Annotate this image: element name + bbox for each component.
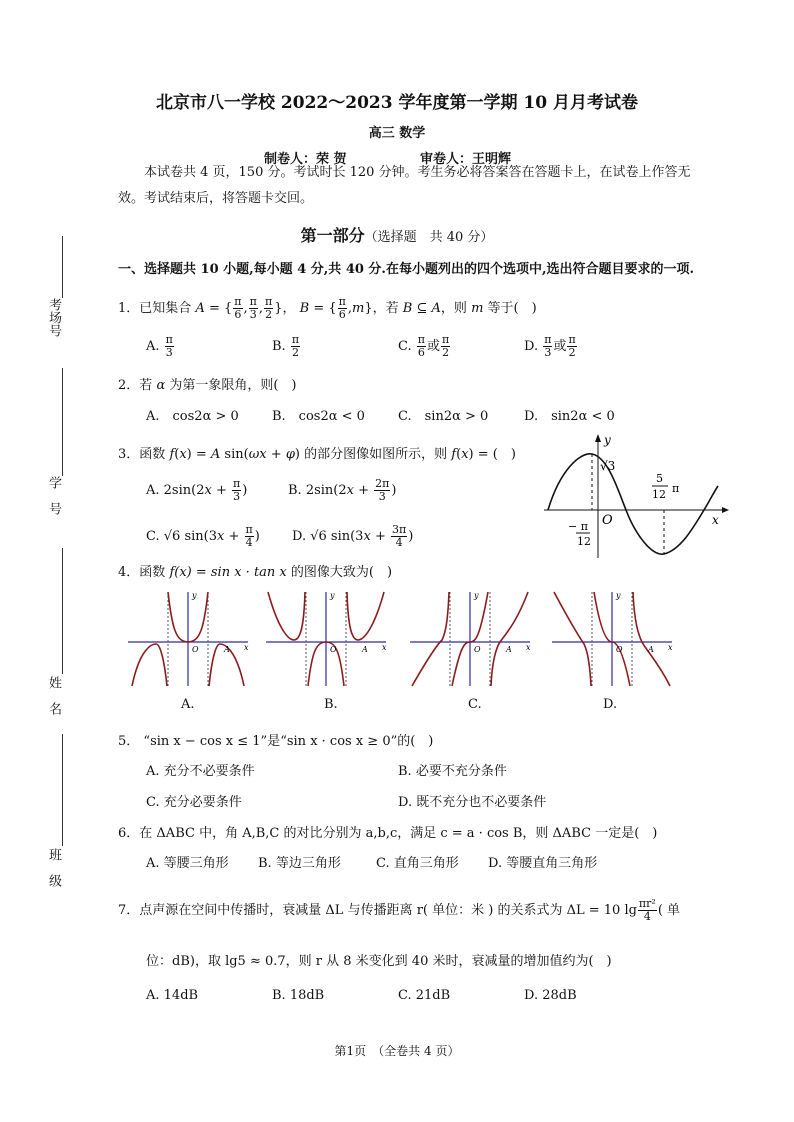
svg-text:x: x bbox=[668, 643, 673, 652]
q3-text2: 的部分图像如图所示，则 bbox=[304, 447, 448, 462]
q6-option-a[interactable]: A. 等腰三角形 bbox=[146, 856, 229, 871]
q6-number: 6． bbox=[118, 826, 140, 841]
q4-label-b: B. bbox=[324, 697, 338, 712]
q3-option-b[interactable]: B. 2sin(2x + $\frac{2\pi}{3}$ ) bbox=[288, 477, 397, 503]
q1-option-d[interactable]: D. $\frac{\pi}{3}$ 或 $\frac{\pi}{2}$ bbox=[524, 333, 576, 359]
svg-text:y: y bbox=[330, 591, 335, 600]
q1-option-c[interactable]: C. $\frac{\pi}{6}$ 或 $\frac{\pi}{2}$ bbox=[398, 333, 450, 359]
name-label: 姓 名 bbox=[46, 676, 61, 715]
q3-opt-d-label: D. bbox=[292, 529, 307, 544]
svg-text:A: A bbox=[224, 645, 230, 654]
q3-y-arrow bbox=[595, 434, 601, 442]
q4-label-c: C. bbox=[468, 697, 482, 712]
q5-option-d[interactable]: D. 既不充分也不必要条件 bbox=[398, 795, 547, 810]
margin-line-3 bbox=[62, 548, 63, 674]
svg-text:O: O bbox=[192, 645, 199, 654]
q6-option-d[interactable]: D. 等腰直角三角形 bbox=[488, 856, 598, 871]
q1-number: 1． bbox=[118, 301, 140, 316]
q1-or-c: 或 bbox=[427, 339, 441, 354]
svg-text:x: x bbox=[244, 643, 249, 652]
q4-number: 4． bbox=[118, 565, 140, 580]
q5-option-c[interactable]: C. 充分必要条件 bbox=[146, 795, 242, 810]
q1-text-d: 等于( ) bbox=[487, 301, 537, 316]
q4-label-d: D. bbox=[603, 697, 618, 712]
q7-frac-num: πr² bbox=[638, 897, 656, 910]
question-1: 1．已知集合 A = { $\frac{\pi}{6}$ , $\frac{\pi}{3}$ , $\frac{\pi}{2}$ }， B = { $\frac{\pi}{6}$ ,m}，若 B ⊆ A，则 m 等于( ) bbox=[118, 295, 537, 321]
q2-option-c[interactable]: C. sin2α > 0 bbox=[398, 409, 489, 424]
q3-origin-label: O bbox=[602, 513, 613, 528]
student-no-label: 学 号 bbox=[46, 476, 61, 515]
q1-or-d: 或 bbox=[553, 339, 567, 354]
q3-right-num: 5 bbox=[656, 472, 663, 485]
q3-text3: ( ) bbox=[492, 447, 516, 462]
q7-option-c[interactable]: C. 21dB bbox=[398, 988, 451, 1003]
svg-text:y: y bbox=[192, 591, 197, 600]
svg-text:O: O bbox=[616, 645, 623, 654]
q1-opt-b-label: B. bbox=[272, 339, 286, 354]
margin-line-2 bbox=[62, 368, 63, 476]
q7-text-end: ( 单 bbox=[657, 903, 681, 918]
question-3: 3．函数 f(x) = A sin(ωx + φ) 的部分图像如图所示，则 f(x) = ( ) bbox=[118, 447, 516, 462]
q3-curve bbox=[548, 454, 718, 554]
q6-option-b[interactable]: B. 等边三角形 bbox=[258, 856, 341, 871]
maker: 制卷人：荣 贺 bbox=[264, 152, 347, 167]
part1-note: （选择题 共 40 分） bbox=[364, 230, 494, 245]
intro-paragraph bbox=[118, 160, 691, 212]
svg-text:A: A bbox=[648, 645, 654, 654]
q3-left-den: 12 bbox=[577, 535, 591, 548]
q3-x-label: x bbox=[712, 513, 719, 527]
q7-number: 7． bbox=[118, 903, 140, 918]
svg-text:x: x bbox=[526, 643, 531, 652]
svg-text:O: O bbox=[330, 645, 337, 654]
q7-fraction bbox=[638, 898, 657, 923]
q1-text-b: ，若 bbox=[372, 301, 399, 316]
q7-option-b[interactable]: B. 18dB bbox=[272, 988, 325, 1003]
part1-title: 第一部分 bbox=[300, 226, 365, 245]
question-6 bbox=[118, 822, 657, 841]
intro-line-1: 本试卷共 4 页，150 分。考试时长 120 分钟。考生务必将答案答在答题卡上，在试卷上作答无 bbox=[144, 165, 691, 180]
question-7 bbox=[118, 898, 680, 923]
section1-heading: 一、选择题共 10 小题,每小题 4 分,共 40 分.在每小题列出的四个选项中,选出符合题目要求的一项. bbox=[118, 262, 695, 277]
q1-opt-c-label: C. bbox=[398, 339, 412, 354]
svg-text:A: A bbox=[362, 645, 368, 654]
q7-option-a[interactable]: A. 14dB bbox=[146, 988, 199, 1003]
q4-graph-a[interactable] bbox=[126, 588, 252, 688]
q1-option-a[interactable]: A. $\frac{\pi}{3}$ bbox=[146, 333, 173, 359]
q3-left-num: − π bbox=[568, 520, 588, 533]
q4-text2: 的图像大致为( ) bbox=[290, 565, 393, 580]
q2-option-a[interactable]: A. cos2α > 0 bbox=[146, 409, 239, 424]
q1-option-b[interactable]: B. $\frac{\pi}{2}$ bbox=[272, 333, 300, 359]
q4-graph-b[interactable] bbox=[264, 588, 390, 688]
class-label: 班 级 bbox=[46, 848, 61, 887]
q3-number: 3． bbox=[118, 447, 140, 462]
q3-opt-a-label: A. bbox=[146, 483, 160, 498]
q4-graph-d[interactable] bbox=[550, 588, 676, 688]
exam-subtitle: 高三 数学 bbox=[368, 126, 426, 141]
q5-option-a[interactable]: A. 充分不必要条件 bbox=[146, 764, 255, 779]
q3-x-arrow bbox=[722, 507, 729, 513]
q2-option-b[interactable]: B. cos2α < 0 bbox=[272, 409, 365, 424]
svg-text:y: y bbox=[616, 591, 621, 600]
q3-text: 函数 bbox=[139, 447, 166, 462]
reviewer: 审卷人：王明辉 bbox=[420, 152, 512, 167]
q4-text: 函数 bbox=[139, 565, 166, 580]
q7-text: 点声源在空间中传播时，衰减量 ΔL 与传播距离 r( 单位：米 ) 的关系式为 ΔL = 10 lg bbox=[139, 903, 637, 918]
exam-title: 北京市八一学校 2022～2023 学年度第一学期 10 月月考试卷 bbox=[156, 93, 638, 113]
svg-text:y: y bbox=[474, 591, 479, 600]
q1-opt-d-label: D. bbox=[524, 339, 539, 354]
svg-text:x: x bbox=[382, 643, 387, 652]
svg-text:O: O bbox=[474, 645, 481, 654]
question-5 bbox=[118, 730, 433, 749]
q5-text: “sin x − cos x ≤ 1”是“sin x · cos x ≥ 0”的( ) bbox=[143, 734, 434, 749]
q5-option-b[interactable]: B. 必要不充分条件 bbox=[398, 764, 507, 779]
q3-right-pi: π bbox=[672, 482, 680, 495]
q3-y-label: y bbox=[604, 433, 611, 447]
q5-number: 5． bbox=[118, 734, 140, 749]
q3-opt-b-label: B. bbox=[288, 483, 302, 498]
part1-heading bbox=[0, 223, 794, 246]
q1-text-c: ，则 bbox=[440, 301, 467, 316]
q4-expr: f(x) = sin x · tan x bbox=[169, 565, 287, 580]
q3-opt-c-label: C. bbox=[146, 529, 160, 544]
exam-room-label: 考场号 bbox=[46, 298, 61, 337]
q4-label-a: A. bbox=[181, 697, 195, 712]
q1-text-a: 已知集合 bbox=[139, 301, 192, 316]
q6-text: 在 ΔABC 中，角 A,B,C 的对比分别为 a,b,c，满足 c = a · cos B，则 ΔABC 一定是( ) bbox=[139, 826, 658, 841]
page-footer: 第1页 （全卷共 4 页） bbox=[334, 1044, 460, 1058]
q4-graph-c[interactable] bbox=[408, 588, 534, 688]
q3-peak-label: √3 bbox=[600, 459, 616, 473]
q3-option-a[interactable]: A. 2sin(2x + $\frac{\pi}{3}$ ) bbox=[146, 477, 248, 503]
q3-right-den: 12 bbox=[652, 488, 666, 501]
question-4 bbox=[118, 561, 392, 580]
q2-option-d[interactable]: D. sin2α < 0 bbox=[524, 409, 615, 424]
q3-option-c[interactable]: C. √6 sin(3x + $\frac{\pi}{4}$ ) bbox=[146, 523, 260, 549]
question-2: 2．若 α 为第一象限角，则( ) bbox=[118, 378, 297, 393]
q1-opt-a-label: A. bbox=[146, 339, 160, 354]
intro-line-2: 效。考试结束后，将答题卡交回。 bbox=[118, 191, 314, 206]
margin-line-4 bbox=[62, 734, 63, 846]
q2-text: 若 bbox=[139, 378, 153, 393]
q2-text2: 为第一象限角，则( ) bbox=[169, 378, 297, 393]
q2-number: 2． bbox=[118, 378, 140, 393]
q7-frac-den: 4 bbox=[643, 910, 651, 923]
q3-option-d[interactable]: D. √6 sin(3x + $\frac{3\pi}{4}$ ) bbox=[292, 523, 414, 549]
svg-text:A: A bbox=[506, 645, 512, 654]
question-7-line2: 位：dB)，取 lg5 ≈ 0.7，则 r 从 8 米变化到 40 米时，衰减量的增加值约为( ) bbox=[146, 954, 612, 969]
q6-option-c[interactable]: C. 直角三角形 bbox=[376, 856, 459, 871]
q3-graph bbox=[540, 430, 730, 560]
q7-option-d[interactable]: D. 28dB bbox=[524, 988, 577, 1003]
